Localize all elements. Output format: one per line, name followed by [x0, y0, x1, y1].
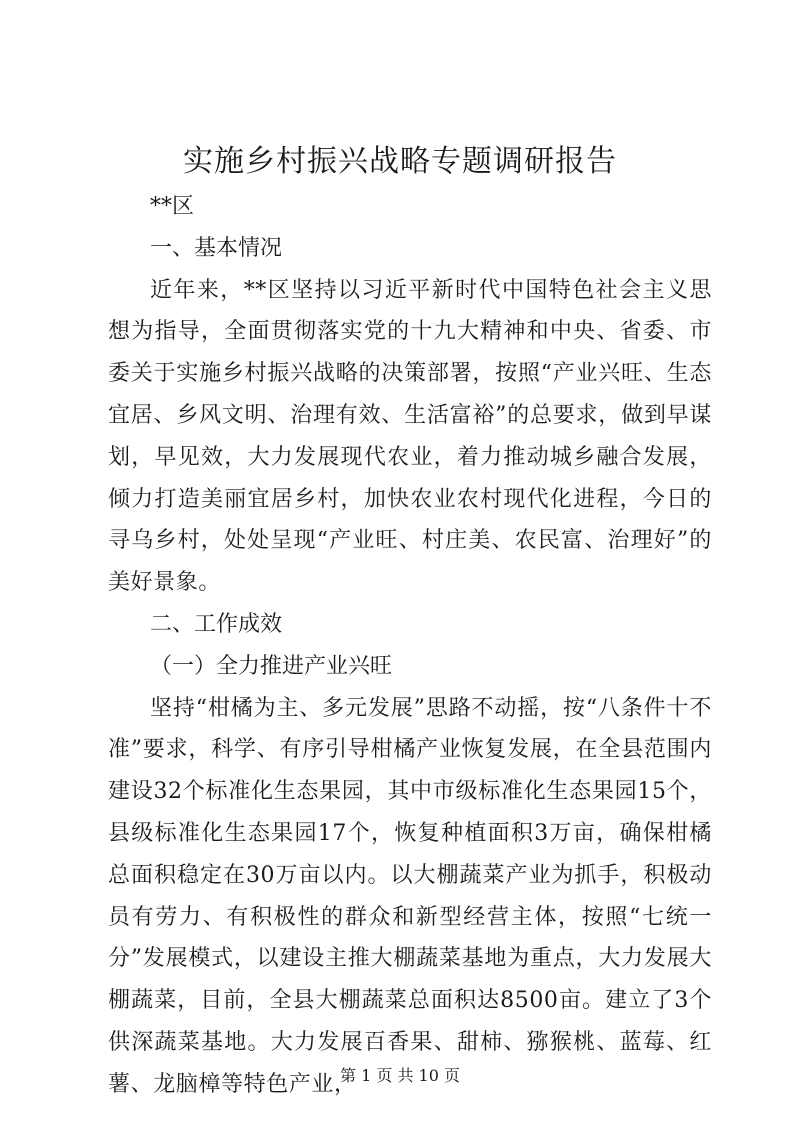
- document-title: 实施乡村振兴战略专题调研报告: [183, 144, 617, 179]
- page-footer: 第 1 页 共 10 页: [340, 1066, 460, 1085]
- author-line: **区: [150, 194, 195, 219]
- document-body: [108, 186, 712, 1106]
- paragraph-industry: 坚持“柑橘为主、多元发展”思路不动摇，按“八条件十不准”要求，科学、有序引导柑橘产业恢复发展，在全县范围内建设32个标准化生态果园，其中市级标准化生态果园15个，县级标准化生态果园17个，恢复种植面积3万亩，确保柑橘总面积稳定在30万亩以内。以大棚蔬菜产业为抓手，积极动员有劳力、有积极性的群众和新型经营主体，按照“七统一分”发展模式，以建设主推大棚蔬菜基地为重点，大力发展大棚蔬菜，目前，全县大棚蔬菜总面积达8500亩。建立了3个供深蔬菜基地。大力发展百香果、甜柿、猕猴桃、蓝莓、红薯、龙脑樟等特色产业，: [108, 695, 712, 1097]
- section-heading-work-results: 二、工作成效: [150, 611, 283, 637]
- paragraph-basic-situation: 近年来，**区坚持以习近平新时代中国特色社会主义思想为指导，全面贯彻落实党的十九大精神和中央、省委、市委关于实施乡村振兴战略的决策部署，按照“产业兴旺、生态宜居、乡风文明、治理有效、生活富裕”的总要求，做到早谋划，早见效，大力发展现代农业，着力推动城乡融合发展，倾力打造美丽宜居乡村，加快农业农村现代化进程，今日的寻乌乡村，处处呈现“产业旺、村庄美、农民富、治理好”的美好景象。: [108, 277, 712, 596]
- section-heading-basic-situation: 一、基本情况: [150, 235, 283, 261]
- subsection-heading-industry: （一）全力推进产业兴旺: [150, 653, 393, 679]
